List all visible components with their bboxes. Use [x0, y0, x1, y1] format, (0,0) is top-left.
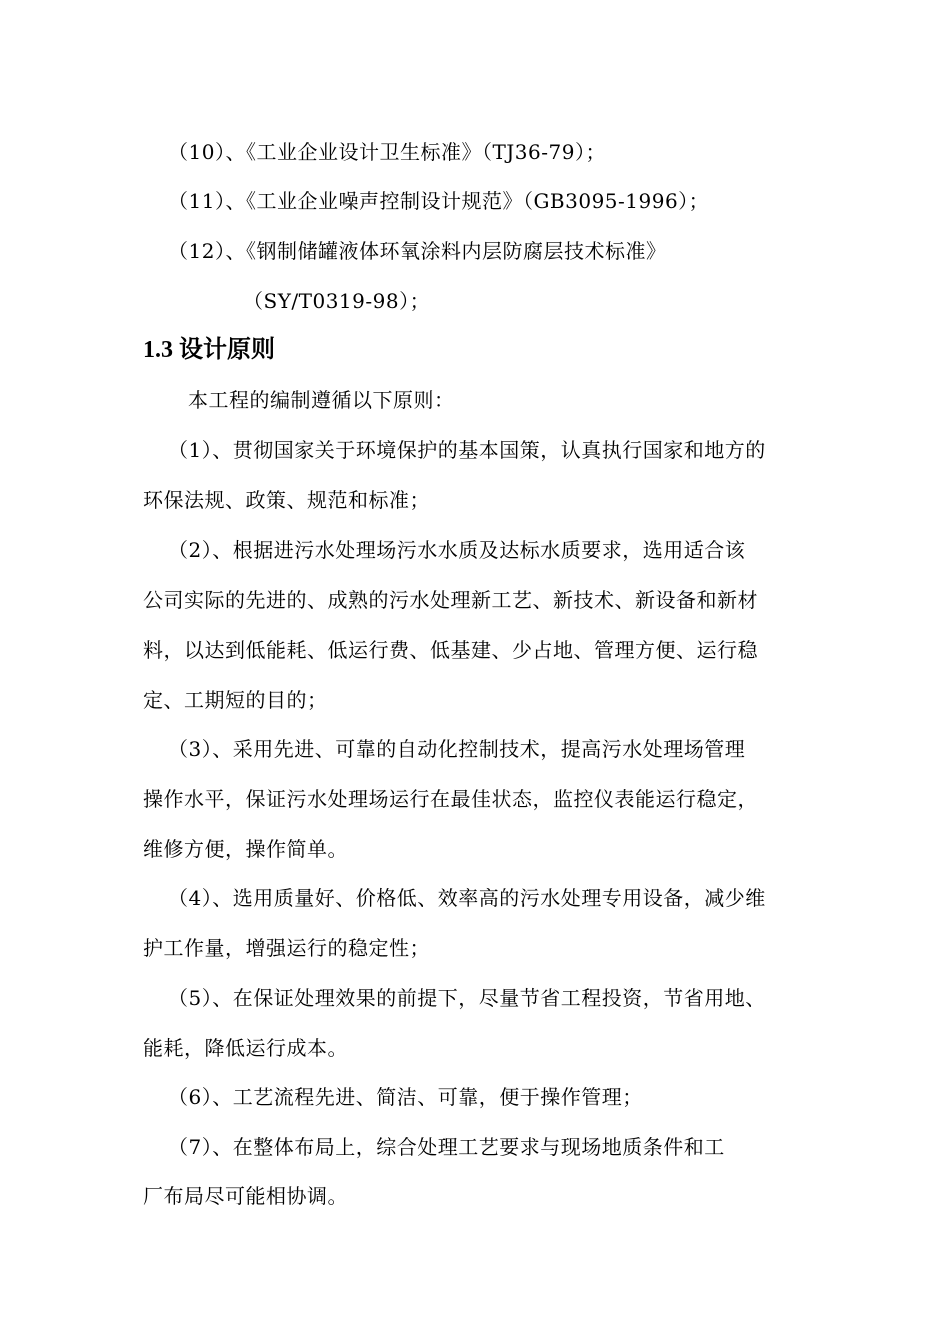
principle-7-line-1: （7）、在整体布局上，综合处理工艺要求与现场地质条件和工: [168, 1135, 725, 1159]
principle-3-line-2: 操作水平，保证污水处理场运行在最佳状态，监控仪表能运行稳定，: [143, 787, 758, 811]
section-heading: 1.3 设计原则: [143, 337, 275, 363]
principle-5-line-2: 能耗，降低运行成本。: [143, 1036, 348, 1060]
principle-2-line-3: 料，以达到低能耗、低运行费、低基建、少占地、管理方便、运行稳: [143, 638, 758, 662]
reference-11: （11）、《工业企业噪声控制设计规范》（GB3095-1996）；: [168, 189, 710, 213]
reference-12-code: （SY/T0319-98）；: [243, 289, 431, 313]
principle-3-line-3: 维修方便，操作简单。: [143, 837, 348, 861]
principle-1-line-1: （1）、贯彻国家关于环境保护的基本国策，认真执行国家和地方的: [168, 438, 766, 462]
principle-2-line-4: 定、工期短的目的；: [143, 688, 328, 712]
principle-3-line-1: （3）、采用先进、可靠的自动化控制技术，提高污水处理场管理: [168, 737, 746, 761]
principle-5-line-1: （5）、在保证处理效果的前提下，尽量节省工程投资，节省用地、: [168, 986, 766, 1010]
principle-6-line-1: （6）、工艺流程先进、简洁、可靠，便于操作管理；: [168, 1085, 643, 1109]
section-intro: 本工程的编制遵循以下原则：: [188, 388, 455, 412]
principle-1-line-2: 环保法规、政策、规范和标准；: [143, 488, 430, 512]
principle-4-line-1: （4）、选用质量好、价格低、效率高的污水处理专用设备，减少维: [168, 886, 766, 910]
reference-12: （12）、《钢制储罐液体环氧涂料内层防腐层技术标准》: [168, 239, 667, 263]
principle-7-line-2: 厂布局尽可能相协调。: [143, 1184, 348, 1208]
principle-2-line-1: （2）、根据进污水处理场污水水质及达标水质要求，选用适合该: [168, 538, 746, 562]
reference-10: （10）、《工业企业设计卫生标准》（TJ36-79）；: [168, 140, 606, 164]
principle-2-line-2: 公司实际的先进的、成熟的污水处理新工艺、新技术、新设备和新材: [143, 588, 758, 612]
principle-4-line-2: 护工作量，增强运行的稳定性；: [143, 936, 430, 960]
